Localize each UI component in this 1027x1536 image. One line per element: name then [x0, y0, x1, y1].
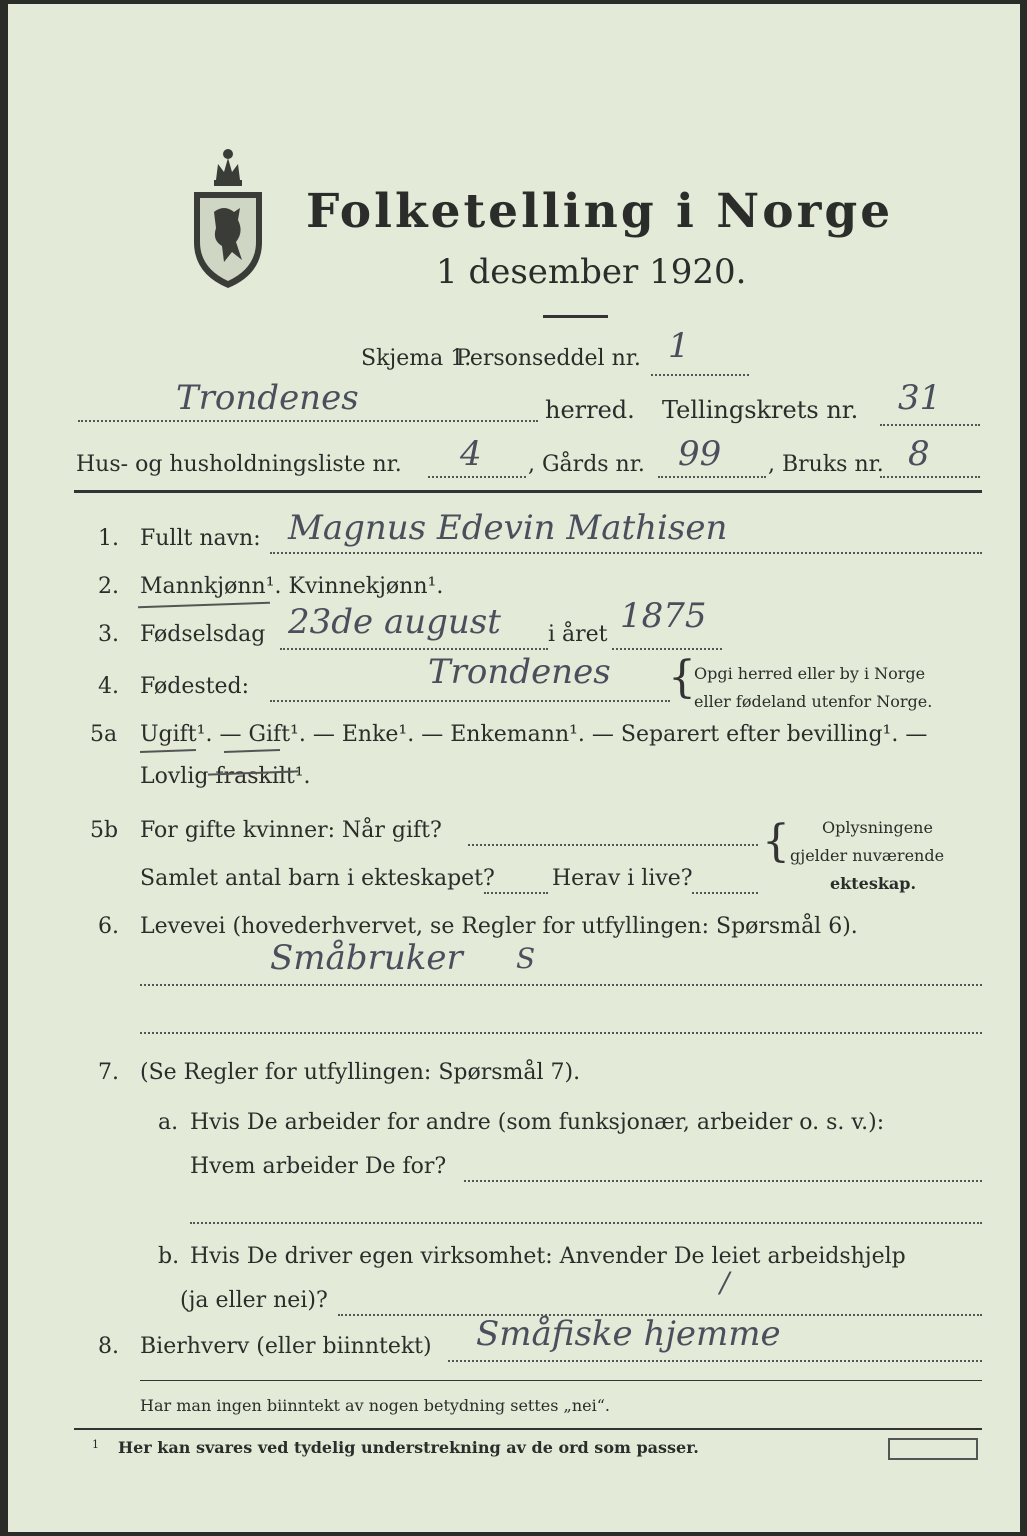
- title-divider: [543, 315, 608, 318]
- q5b-label-children: Samlet antal barn i ekteskapet?: [140, 866, 495, 891]
- q5b-note-line2: gjelder nuværende: [790, 846, 945, 865]
- q3-value: 23de august: [288, 602, 501, 642]
- herred-label: herred.: [545, 396, 635, 424]
- q3-year-label: i året: [548, 622, 608, 647]
- herred-value: Trondenes: [176, 378, 359, 418]
- q7a-label-line2: Hvem arbeider De for?: [190, 1154, 447, 1179]
- q2-selection-mark: [138, 602, 270, 609]
- q7b-label-line1: Hvis De driver egen virksomhet: Anvender De leiet arbeidshjelp: [190, 1244, 906, 1269]
- q2-label: Mannkjønn¹. Kvinnekjønn¹.: [140, 574, 444, 599]
- q6-value: Småbruker: [270, 938, 463, 978]
- q7a-label-line1: Hvis De arbeider for andre (som funksjonær, arbeider o. s. v.):: [190, 1110, 885, 1135]
- schema-label: Skjema 1.: [361, 346, 472, 371]
- gards-label: , Gårds nr.: [528, 452, 645, 477]
- q7a-field-line2: [190, 1222, 982, 1224]
- q6-code: S: [516, 942, 536, 975]
- q4-note-line2: eller fødeland utenfor Norge.: [694, 692, 933, 711]
- form-date: 1 desember 1920.: [436, 252, 747, 292]
- q5b-brace: {: [762, 816, 790, 867]
- census-form: [8, 4, 1020, 1532]
- q4-field-line: [270, 700, 670, 702]
- q7a-field-line1: [464, 1180, 982, 1182]
- hus-label: Hus- og husholdningsliste nr.: [76, 452, 402, 477]
- q4-label: Fødested:: [140, 674, 250, 699]
- q7-label: (Se Regler for utfyllingen: Spørsmål 7).: [140, 1060, 581, 1085]
- tellingskrets-label: Tellingskrets nr.: [662, 396, 859, 424]
- q2-number: 2.: [98, 574, 119, 599]
- q3-day-field-line: [280, 648, 548, 650]
- q5b-children-field-line: [484, 892, 548, 894]
- q1-field-line: [270, 552, 982, 554]
- q4-value: Trondenes: [428, 652, 611, 692]
- q7b-mark: /: [720, 1266, 730, 1299]
- q6-field-line1: [140, 984, 982, 986]
- q5b-note-line1: Oplysningene: [822, 818, 933, 837]
- q4-brace: {: [668, 652, 696, 703]
- q1-label: Fullt navn:: [140, 526, 261, 551]
- q5b-alive-field-line: [692, 892, 758, 894]
- q3-number: 3.: [98, 622, 119, 647]
- q7b-label-line2: (ja eller nei)?: [180, 1288, 328, 1313]
- q8-number: 8.: [98, 1334, 119, 1359]
- q5a-ugift-mark: [140, 749, 196, 753]
- q6-field-line2: [140, 1032, 982, 1034]
- q3-label: Fødselsdag: [140, 622, 266, 647]
- q8-label: Bierhverv (eller biinntekt): [140, 1334, 432, 1359]
- printer-stamp: [888, 1438, 978, 1460]
- personseddel-label: Personseddel nr.: [456, 346, 641, 371]
- hus-value: 4: [460, 434, 482, 474]
- form-title: Folketelling i Norge: [306, 184, 894, 239]
- q6-number: 6.: [98, 914, 119, 939]
- herred-field-line: [78, 420, 538, 422]
- coat-of-arms-icon: [188, 142, 268, 290]
- footer-divider: [74, 1428, 982, 1430]
- q8-value: Småfiske hjemme: [476, 1314, 781, 1354]
- header-divider: [74, 490, 982, 493]
- q5a-gift-mark: [224, 749, 280, 753]
- gards-value: 99: [678, 434, 722, 474]
- bruks-label: , Bruks nr.: [768, 452, 884, 477]
- q5b-label-married: For gifte kvinner: Når gift?: [140, 818, 442, 843]
- personseddel-field-line: [651, 374, 749, 376]
- q8-divider: [140, 1380, 982, 1381]
- q7b-letter: b.: [158, 1244, 180, 1269]
- q5a-label-line2: Lovlig fraskilt¹.: [140, 764, 311, 789]
- q5b-number: 5b: [90, 818, 119, 843]
- q4-note-line1: Opgi herred eller by i Norge: [694, 664, 926, 683]
- q5b-note-line3: ekteskap.: [830, 874, 917, 893]
- q5b-married-field-line: [468, 844, 758, 846]
- q1-value: Magnus Edevin Mathisen: [288, 508, 728, 548]
- q3-year-value: 1875: [620, 596, 707, 636]
- gards-field-line: [658, 476, 766, 478]
- q5a-label: Ugift¹. — Gift¹. — Enke¹. — Enkemann¹. — Separert efter bevilling¹. —: [140, 722, 928, 747]
- footer-note: Har man ingen biinntekt av nogen betydning settes „nei“.: [140, 1396, 610, 1415]
- q6-label: Levevei (hovederhvervet, se Regler for utfyllingen: Spørsmål 6).: [140, 914, 858, 939]
- bruks-value: 8: [908, 434, 930, 474]
- q7a-letter: a.: [158, 1110, 179, 1135]
- bruks-field-line: [880, 476, 980, 478]
- footnote-text: Her kan svares ved tydelig understrekning av de ord som passer.: [118, 1438, 699, 1457]
- q4-number: 4.: [98, 674, 119, 699]
- q8-field-line: [448, 1360, 982, 1362]
- q5a-number: 5a: [90, 722, 118, 747]
- tellingskrets-field-line: [880, 424, 980, 426]
- q1-number: 1.: [98, 526, 119, 551]
- tellingskrets-value: 31: [898, 378, 942, 418]
- q3-year-field-line: [612, 648, 722, 650]
- q5b-label-alive: Herav i live?: [552, 866, 693, 891]
- personseddel-value: 1: [668, 326, 690, 366]
- hus-field-line: [428, 476, 526, 478]
- q7-number: 7.: [98, 1060, 119, 1085]
- footnote-mark: 1: [92, 1438, 99, 1451]
